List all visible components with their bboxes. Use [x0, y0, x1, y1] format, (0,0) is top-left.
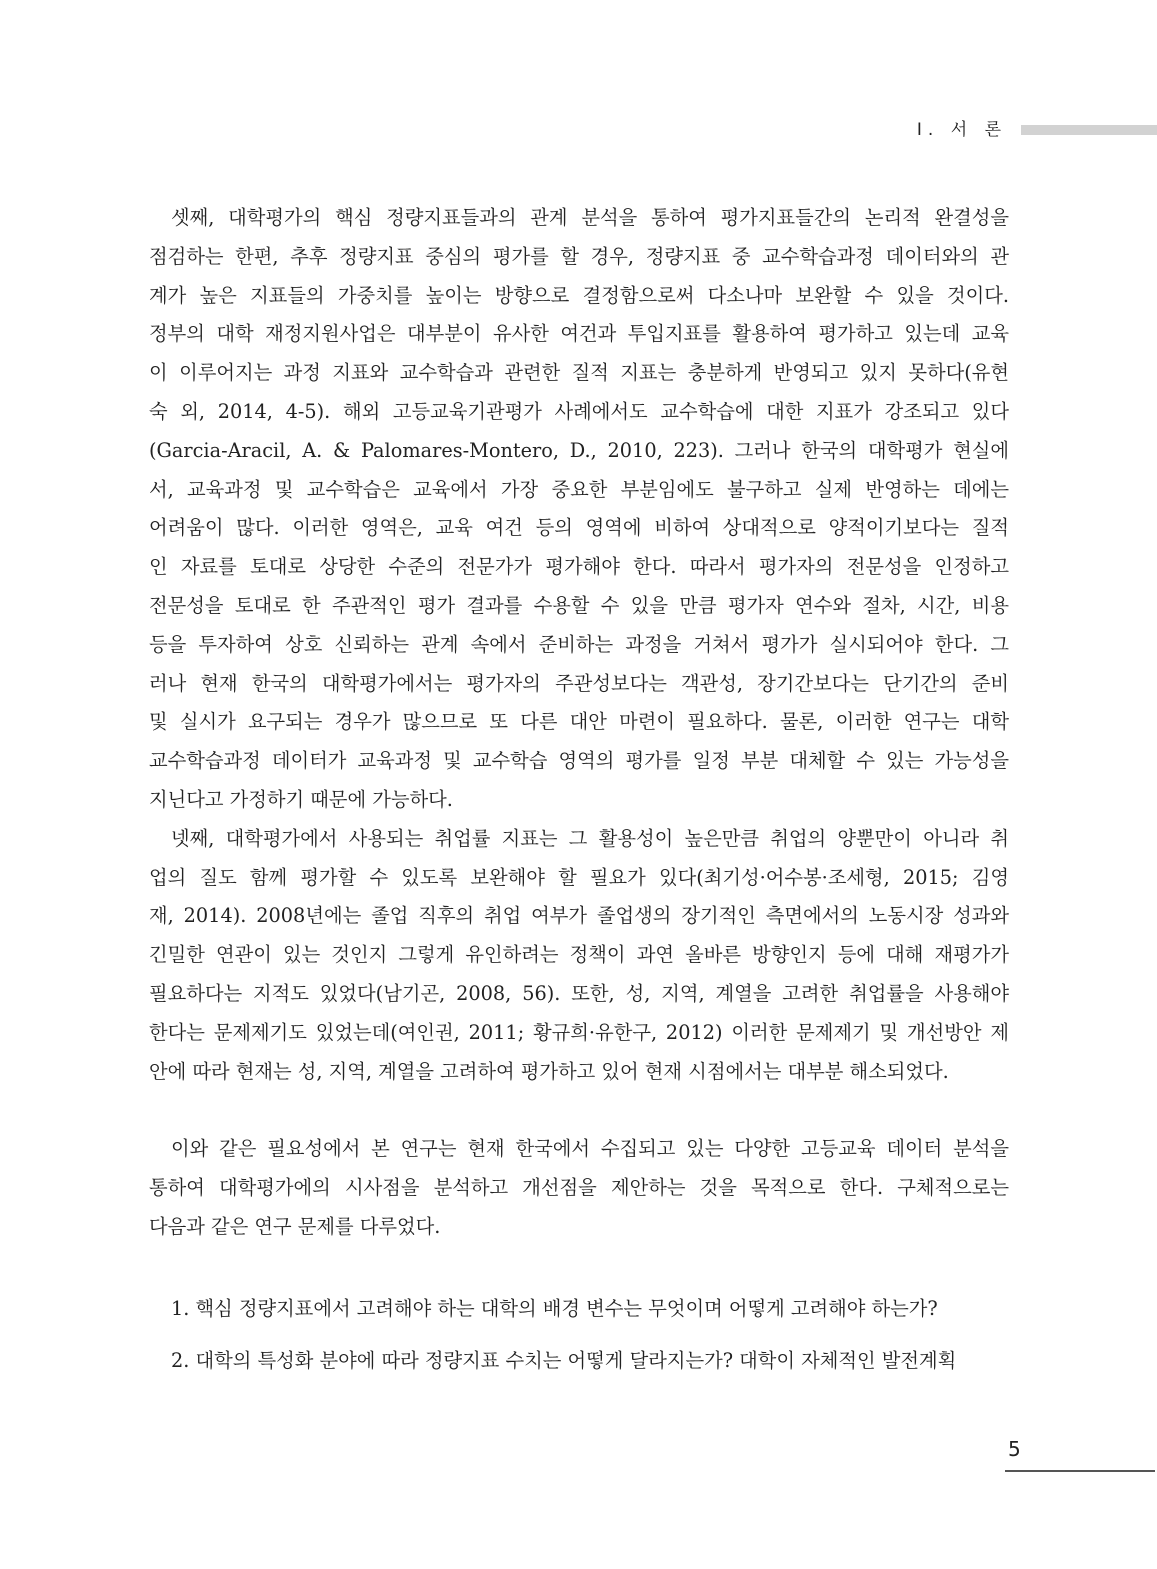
footer-rule [1005, 1470, 1155, 1472]
text-line: 한다는 문제제기도 있었는데(여인권, 2011; 황규희·유한구, 2012) 이러한 문제제기 및 개선방안 제 [149, 1020, 1009, 1044]
paragraph-third-point [149, 199, 1009, 820]
text-line: 인 자료를 토대로 상당한 수준의 전문가가 평가해야 한다. 따라서 평가자의 전문성을 인정하고 [149, 555, 1009, 579]
text-line: 및 실시가 요구되는 경우가 많으므로 또 다른 대안 마련이 필요하다. 물론, 이러한 연구는 대학 [149, 710, 1009, 734]
text-line: 넷째, 대학평가에서 사용되는 취업률 지표는 그 활용성이 높은만큼 취업의 양뿐만이 아니라 취 [171, 826, 1009, 850]
text-line: 숙 외, 2014, 4-5). 해외 고등교육기관평가 사례에서도 교수학습에 대한 지표가 강조되고 있다 [149, 399, 1009, 423]
text-line: 이 이루어지는 과정 지표와 교수학습과 관련한 질적 지표는 충분하게 반영되고 있지 못하다(유현 [149, 361, 1009, 385]
paragraph-gap [149, 1247, 1009, 1283]
body-text [149, 199, 1009, 1387]
text-line: 계가 높은 지표들의 가중치를 높이는 방향으로 결정함으로써 다소나마 보완할 수 있을 것이다. [149, 283, 1009, 307]
text-line: 다음과 같은 연구 문제를 다루었다. [149, 1214, 441, 1238]
text-line: 업의 질도 함께 평가할 수 있도록 보완해야 할 필요가 있다(최기성·어수봉·조세형, 2015; 김영 [149, 865, 1009, 889]
research-question-1: 1. 핵심 정량지표에서 고려해야 하는 대학의 배경 변수는 무엇이며 어떻게 고려해야 하는가? [171, 1296, 938, 1320]
text-line: 재, 2014). 2008년에는 졸업 직후의 취업 여부가 졸업생의 장기적인 측면에서의 노동시장 성과와 [149, 904, 1009, 928]
text-line: 통하여 대학평가에의 시사점을 분석하고 개선점을 제안하는 것을 목적으로 한다. 구체적으로는 [149, 1176, 1009, 1200]
text-line: 어려움이 많다. 이러한 영역은, 교육 여건 등의 영역에 비하여 상대적으로 양적이기보다는 질적 [149, 516, 1009, 540]
research-questions [149, 1283, 1009, 1387]
paragraph-gap [149, 1091, 1009, 1130]
text-line: 필요하다는 지적도 있었다(남기곤, 2008, 56). 또한, 성, 지역, 계열을 고려한 취업률을 사용해야 [149, 981, 1009, 1005]
text-line: 점검하는 한편, 추후 정량지표 중심의 평가를 할 경우, 정량지표 중 교수학습과정 데이터와의 관 [149, 244, 1009, 268]
text-line: 서, 교육과정 및 교수학습은 교육에서 가장 중요한 부분임에도 불구하고 실제 반영하는 데에는 [149, 477, 1009, 501]
text-line: (Garcia-Aracil, A. & Palomares-Montero, D., 2010, 223). 그러나 한국의 대학평가 현실에 [149, 438, 1009, 462]
page-number: 5 [1008, 1437, 1021, 1461]
paragraph-fourth-point [149, 820, 1009, 1092]
text-line: 교수학습과정 데이터가 교육과정 및 교수학습 영역의 평가를 일정 부분 대체할 수 있는 가능성을 [149, 749, 1009, 773]
text-line: 전문성을 토대로 한 주관적인 평가 결과를 수용할 수 있을 만큼 평가자 연수와 절차, 시간, 비용 [149, 593, 1009, 617]
research-question-2: 2. 대학의 특성화 분야에 따라 정량지표 수치는 어떻게 달라지는가? 대학이 자체적인 발전계획 [171, 1348, 957, 1372]
text-line: 안에 따라 현재는 성, 지역, 계열을 고려하여 평가하고 있어 현재 시점에서는 대부분 해소되었다. [149, 1059, 949, 1083]
text-line: 등을 투자하여 상호 신뢰하는 관계 속에서 준비하는 과정을 거쳐서 평가가 실시되어야 한다. 그 [149, 632, 1009, 656]
text-line: 셋째, 대학평가의 핵심 정량지표들과의 관계 분석을 통하여 평가지표들간의 논리적 완결성을 [171, 206, 1009, 229]
text-line: 지닌다고 가정하기 때문에 가능하다. [149, 787, 453, 811]
running-header [0, 117, 1157, 143]
text-line: 정부의 대학 재정지원사업은 대부분이 유사한 여건과 투입지표를 활용하여 평가하고 있는데 교육 [149, 322, 1009, 346]
header-bar [1021, 125, 1157, 135]
text-line: 긴밀한 연관이 있는 것인지 그렇게 유인하려는 정책이 과연 올바른 방향인지 등에 대해 재평가가 [149, 943, 1009, 967]
text-line: 이와 같은 필요성에서 본 연구는 현재 한국에서 수집되고 있는 다양한 고등교육 데이터 분석을 [171, 1137, 1009, 1161]
section-label: Ⅰ. 서 론 [916, 120, 1007, 140]
text-line: 러나 현재 한국의 대학평가에서는 평가자의 주관성보다는 객관성, 장기간보다는 단기간의 준비 [149, 671, 1009, 695]
paragraph-purpose [149, 1130, 1009, 1246]
